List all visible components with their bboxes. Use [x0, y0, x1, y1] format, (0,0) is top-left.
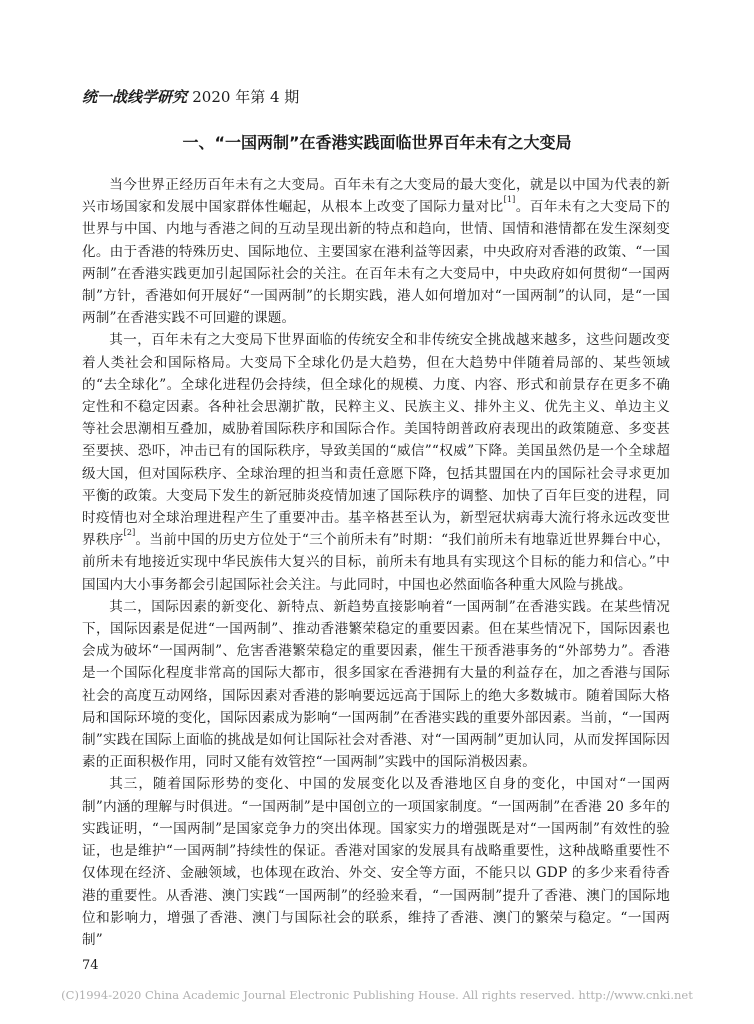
- journal-header: [82, 86, 299, 107]
- paragraph: [82, 596, 670, 774]
- copyright-footer: (C)1994-2020 China Academic Journal Electronic Publishing House. All rights reserved. http://www.cnki.net: [61, 988, 693, 1002]
- section-title: 一、“一国两制”在香港实践面临世界百年未有之大变局: [182, 133, 572, 152]
- article-body: [82, 174, 670, 951]
- paragraph-text: 其三，随着国际形势的变化、中国的发展变化以及香港地区自身的变化，中国对“一国两制”内涵的理解与时俱进。“一国两制”是中国创立的一项国家制度。“一国两制”在香港 20 多年的实践证明，“一国两制”是国家竞争力的突出体现。国家实力的增强既是对“一国两制”有效性的验证，也是维护“一国两制”持续性的保证。香港对国家的发展具有战略重要性，这种战略重要性不仅体现在经济、金融领域，也体现在政治、外交、安全等方面，不能只以 GDP 的多少来看待香港的重要性。从香港、澳门实践“一国两制”的经验来看，“一国两制”提升了香港、澳门的国际地位和影响力，增强了香港、澳门与国际社会的联系，维持了香港、澳门的繁荣与稳定。“一国两制”: [82, 776, 670, 948]
- paragraph-text: 当今世界正经历百年未有之大变局。百年未有之大变局的最大变化，就是以中国为代表的新兴市场国家和发展中国家群体性崛起，从根本上改变了国际力量对比: [82, 177, 670, 216]
- journal-name: 统一战线学研究: [82, 88, 188, 106]
- paragraph: [82, 329, 670, 595]
- paragraph: [82, 773, 670, 951]
- page-number: 74: [82, 958, 99, 973]
- paragraph: [82, 174, 670, 329]
- paragraph-text: 其二，国际因素的新变化、新特点、新趋势直接影响着“一国两制”在香港实践。在某些情况下，国际因素是促进“一国两制”、推动香港繁荣稳定的重要因素。但在某些情况下，国际因素也会成为破坏“一国两制”、危害香港繁荣稳定的重要因素，催生干预香港事务的“外部势力”。香港是一个国际化程度非常高的国际大都市，很多国家在香港拥有大量的利益存在，加之香港与国际社会的高度互动网络，国际因素对香港的影响要远远高于国际上的绝大多数城市。随着国际大格局和国际环境的变化，国际因素成为影响“一国两制”在香港实践的重要外部因素。当前，“一国两制”实践在国际上面临的挑战是如何让国际社会对香港、对“一国两制”更加认同，从而发挥国际因素的正面积极作用，同时又能有效管控“一国两制”实践中的国际消极因素。: [82, 598, 670, 771]
- citation-ref: [1]: [503, 195, 516, 205]
- paragraph-text: 。百年未有之大变局下的世界与中国、内地与香港之间的互动呈现出新的特点和趋向，世情、国情和港情都在发生深刻变化。由于香港的特殊历史、国际地位、主要国家在港利益等因素，中央政府对香港的政策、“一国两制”在香港实践更加引起国际社会的关注。在百年未有之大变局中，中央政府如何贯彻“一国两制”方针，香港如何开展好“一国两制”的长期实践，港人如何增加对“一国两制”的认同，是“一国两制”在香港实践不可回避的课题。: [82, 199, 670, 327]
- citation-ref: [2]: [123, 528, 136, 538]
- paragraph-text: 其一，百年未有之大变局下世界面临的传统安全和非传统安全挑战越来越多，这些问题改变着人类社会和国际格局。大变局下全球化仍是大趋势，但在大趋势中伴随着局部的、某些领域的“去全球化”。全球化进程仍会持续，但全球化的规模、力度、内容、形式和前景存在更多不确定性和不稳定因素。各种社会思潮扩散，民粹主义、民族主义、排外主义、优先主义、单边主义等社会思潮相互叠加，威胁着国际秩序和国际合作。美国特朗普政府表现出的政策随意、多变甚至要挟、恐吓，冲击已有的国际秩序，导致美国的“威信”“权威”下降。美国虽然仍是一个全球超级大国，但对国际秩序、全球治理的担当和责任意愿下降，包括其盟国在内的国际社会寻求更加平衡的政策。大变局下发生的新冠肺炎疫情加速了国际秩序的调整、加快了百年巨变的进程，同时疫情也对全球治理进程产生了重要冲击。基辛格甚至认为，新型冠状病毒大流行将永远改变世界秩序: [82, 332, 670, 549]
- journal-issue: 2020 年第 4 期: [192, 88, 300, 106]
- paragraph-text: 。当前中国的历史方位处于“三个前所未有”时期：“我们前所未有地靠近世界舞台中心，前所未有地接近实现中华民族伟大复兴的目标，前所未有地具有实现这个目标的能力和信心。”中国国内大小事务都会引起国际社会关注。与此同时，中国也必然面临各种重大风险与挑战。: [82, 532, 670, 593]
